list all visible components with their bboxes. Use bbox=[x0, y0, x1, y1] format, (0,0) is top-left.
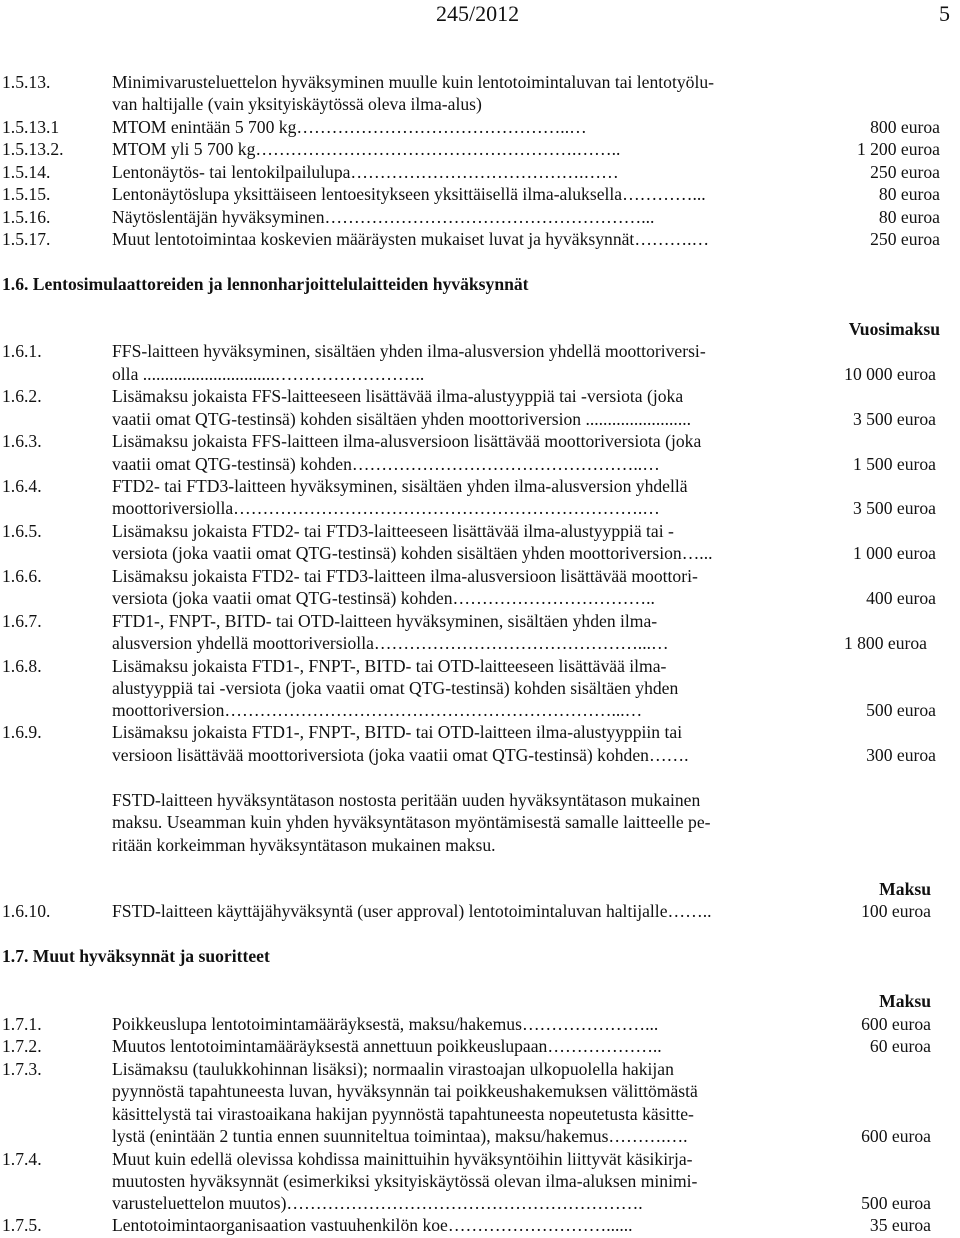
item-amount: 250 euroa bbox=[870, 162, 940, 182]
item-number: 1.5.13. bbox=[2, 72, 51, 92]
item-text: moottoriversion…………………………………………………………...… bbox=[112, 700, 643, 720]
column-header-maksu: Maksu bbox=[879, 991, 931, 1011]
item-text: versiota (joka vaatii omat QTG-testinsä) kohden sisältäen yhden moottoriversion…... bbox=[112, 543, 713, 563]
item-text: Lisämaksu jokaista FTD1-, FNPT-, BITD- tai OTD-laitteeseen lisättävää ilma- bbox=[112, 656, 667, 676]
item-text: FFS-laitteen hyväksyminen, sisältäen yhden ilma-alusversion yhdellä moottoriversi- bbox=[112, 341, 706, 361]
column-header-vuosimaksu: Vuosimaksu bbox=[848, 319, 940, 339]
item-text: varusteluettelon muutos)……………………………………………………. bbox=[112, 1193, 643, 1213]
item-number: 1.6.4. bbox=[2, 476, 42, 496]
item-number: 1.5.16. bbox=[2, 207, 51, 227]
item-number: 1.5.13.2. bbox=[2, 139, 64, 159]
item-text: muutosten hyväksynnät (esimerkiksi yksityiskäytössä olevan ilma-aluksen minimi- bbox=[112, 1171, 698, 1191]
item-number: 1.6.7. bbox=[2, 611, 42, 631]
item-text: alusversion yhdellä moottoriversiolla………………………………………...… bbox=[112, 633, 669, 653]
item-text: olla ..............................…………………….. bbox=[112, 364, 425, 384]
item-number: 1.7.3. bbox=[2, 1059, 42, 1079]
note-text: maksu. Useamman kuin yhden hyväksyntätason myöntämisestä samalle laitteelle pe- bbox=[112, 812, 711, 832]
item-text: FTD1-, FNPT-, BITD- tai OTD-laitteen hyväksyminen, sisältäen yhden ilma- bbox=[112, 611, 658, 631]
item-text: FTD2- tai FTD3-laitteen hyväksyminen, sisältäen yhden ilma-alusversion yhdellä bbox=[112, 476, 688, 496]
item-number: 1.5.14. bbox=[2, 162, 51, 182]
item-text: Poikkeuslupa lentotoimintamääräyksestä, maksu/hakemus…………………... bbox=[112, 1014, 659, 1034]
item-text: versiota (joka vaatii omat QTG-testinsä) kohden…………………………….. bbox=[112, 588, 655, 608]
item-text: Lisämaksu jokaista FFS-laitteen ilma-alusversioon lisättävää moottoriversiota (joka bbox=[112, 431, 702, 451]
item-number: 1.6.10. bbox=[2, 901, 51, 921]
item-text: Näytöslentäjän hyväksyminen………………………………………………... bbox=[112, 207, 655, 227]
item-amount: 3 500 euroa bbox=[852, 498, 936, 518]
item-number: 1.5.15. bbox=[2, 184, 51, 204]
item-amount: 35 euroa bbox=[869, 1215, 931, 1235]
note-text: FSTD-laitteen hyväksyntätason nostosta peritään uuden hyväksyntätason mukainen bbox=[112, 790, 701, 810]
item-amount: 500 euroa bbox=[861, 1193, 931, 1213]
item-amount: 500 euroa bbox=[866, 700, 936, 720]
item-text: versioon lisättävää moottoriversiota (joka vaatii omat QTG-testinsä) kohden……. bbox=[112, 745, 689, 765]
item-text: Muut kuin edellä olevissa kohdissa mainittuihin hyväksyntöihin liittyvät käsikirja- bbox=[112, 1149, 693, 1169]
section-heading: 1.7. Muut hyväksynnät ja suoritteet bbox=[2, 946, 270, 966]
section-heading: 1.6. Lentosimulaattoreiden ja lennonharjoittelulaitteiden hyväksynnät bbox=[2, 274, 529, 294]
item-amount: 100 euroa bbox=[861, 901, 931, 921]
item-amount: 800 euroa bbox=[870, 117, 940, 137]
item-number: 1.6.6. bbox=[2, 566, 42, 586]
item-number: 1.5.13.1 bbox=[2, 117, 60, 137]
item-text: alustyyppiä tai -versiota (joka vaatii omat QTG-testinsä) kohden sisältäen yhden bbox=[112, 678, 679, 698]
item-text: pyynnöstä tapahtuneesta luvan, hyväksynnän tai poikkeushakemuksen välittömästä bbox=[112, 1081, 698, 1101]
item-amount: 1 800 euroa bbox=[843, 633, 927, 653]
item-text: käsittelystä tai virastoaikana hakijan pyynnöstä tapahtuneesta nopeutetusta käsitte- bbox=[112, 1104, 694, 1124]
item-amount: 600 euroa bbox=[861, 1014, 931, 1034]
item-text: van haltijalle (vain yksityiskäytössä oleva ilma-alus) bbox=[112, 94, 482, 114]
item-amount: 10 000 euroa bbox=[844, 364, 936, 384]
item-number: 1.5.17. bbox=[2, 229, 51, 249]
item-text: FSTD-laitteen käyttäjähyväksyntä (user approval) lentotoimintaluvan haltijalle…….. bbox=[112, 901, 712, 921]
item-amount: 60 euroa bbox=[869, 1036, 931, 1056]
column-header-maksu: Maksu bbox=[879, 879, 931, 899]
item-amount: 3 500 euroa bbox=[852, 409, 936, 429]
page-number: 5 bbox=[939, 1, 950, 26]
item-text: Lisämaksu jokaista FFS-laitteeseen lisättävää ilma-alustyyppiä tai -versiota (joka bbox=[112, 386, 684, 406]
item-text: Lentonäytös- tai lentokilpailulupa………………………………….…… bbox=[112, 162, 619, 182]
item-amount: 80 euroa bbox=[878, 184, 940, 204]
document-number: 245/2012 bbox=[436, 1, 520, 26]
item-text: Muutos lentotoimintamääräyksestä annettuun poikkeuslupaan……………….. bbox=[112, 1036, 662, 1056]
item-text: vaatii omat QTG-testinsä) kohden…………………………………………..… bbox=[112, 454, 660, 474]
item-text: Lisämaksu jokaista FTD2- tai FTD3-laitteen ilma-alusversioon lisättävää moottori- bbox=[112, 566, 698, 586]
item-number: 1.7.2. bbox=[2, 1036, 42, 1056]
item-text: Muut lentotoimintaa koskevien määräysten mukaiset luvat ja hyväksynnät……….… bbox=[112, 229, 710, 249]
item-text: Lentonäytöslupa yksittäiseen lentoesitykseen yksittäisellä ilma-aluksella…………... bbox=[112, 184, 706, 204]
item-number: 1.7.4. bbox=[2, 1149, 42, 1169]
item-text: lystä (enintään 2 tuntia ennen suunniteltua toimintaa), maksu/hakemus……….…. bbox=[112, 1126, 688, 1146]
item-text: MTOM yli 5 700 kg……………………………………………….…….. bbox=[112, 139, 621, 159]
item-number: 1.7.5. bbox=[2, 1215, 42, 1235]
item-text: MTOM enintään 5 700 kg………………………………………..… bbox=[112, 117, 587, 137]
item-number: 1.7.1. bbox=[2, 1014, 42, 1034]
item-text: vaatii omat QTG-testinsä) kohden sisältäen yhden moottoriversion ........................ bbox=[112, 409, 692, 429]
item-text: Lisämaksu (taulukkohinnan lisäksi); normaalin virastoajan ulkopuolella hakijan bbox=[112, 1059, 674, 1079]
note-text: ritään korkeimman hyväksyntätason mukainen maksu. bbox=[112, 835, 496, 855]
item-amount: 1 500 euroa bbox=[852, 454, 936, 474]
item-text: Lisämaksu jokaista FTD2- tai FTD3-laitteeseen lisättävää ilma-alustyyppiä tai - bbox=[112, 521, 674, 541]
item-amount: 1 000 euroa bbox=[852, 543, 936, 563]
item-text: moottoriversiolla…………………………………………………………….… bbox=[112, 498, 660, 518]
item-text: Minimivarusteluettelon hyväksyminen muulle kuin lentotoimintaluvan tai lentotyölu- bbox=[112, 72, 715, 92]
item-text: Lisämaksu jokaista FTD1-, FNPT-, BITD- tai OTD-laitteen ilma-alustyyppiin tai bbox=[112, 722, 683, 742]
item-amount: 400 euroa bbox=[866, 588, 936, 608]
item-number: 1.6.2. bbox=[2, 386, 42, 406]
item-amount: 1 200 euroa bbox=[856, 139, 940, 159]
item-number: 1.6.3. bbox=[2, 431, 42, 451]
item-number: 1.6.8. bbox=[2, 656, 42, 676]
item-amount: 600 euroa bbox=[861, 1126, 931, 1146]
item-number: 1.6.1. bbox=[2, 341, 42, 361]
item-amount: 300 euroa bbox=[866, 745, 936, 765]
item-amount: 250 euroa bbox=[870, 229, 940, 249]
item-number: 1.6.9. bbox=[2, 722, 42, 742]
item-amount: 80 euroa bbox=[878, 207, 940, 227]
item-number: 1.6.5. bbox=[2, 521, 42, 541]
item-text: Lentotoimintaorganisaation vastuuhenkilön koe………………………...... bbox=[112, 1215, 633, 1235]
